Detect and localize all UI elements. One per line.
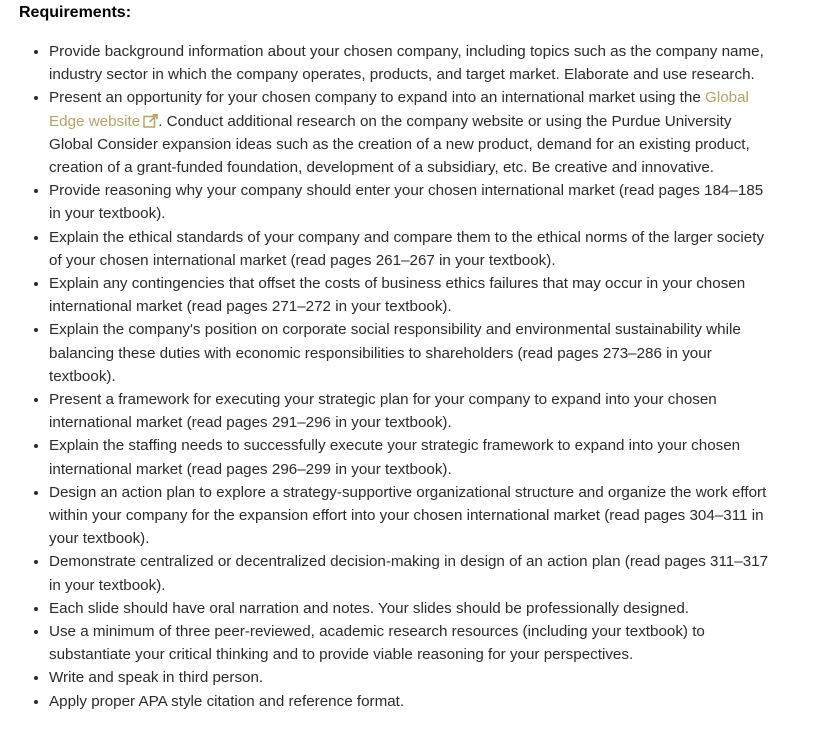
list-item: • Provide background information about your chosen company, including topics such as the company name, industry sector in which the company operates, products, and target market. Elaborate and use research. (49, 40, 779, 86)
list-item (49, 86, 779, 179)
list-item: • Explain the ethical standards of your company and compare them to the ethical norms of the larger society of your chosen international market (read pages 261–267 in your textbook). (49, 226, 779, 272)
requirements-heading: Requirements: (19, 4, 132, 21)
list-item: • Demonstrate centralized or decentralized decision-making in design of an action plan (read pages 311–317 in your textbook). (49, 550, 779, 596)
list-item: • Apply proper APA style citation and reference format. (49, 690, 779, 713)
list-item: • Write and speak in third person. (49, 666, 779, 689)
requirements-list (19, 40, 779, 713)
list-item: • Provide reasoning why your company should enter your chosen international market (read pages 184–185 in your textbook). (49, 179, 779, 225)
list-item: • Explain the company's position on corporate social responsibility and environmental sustainability while balancing these duties with economic responsibilities to shareholders (read pages 273–286 in your textbook). (49, 318, 779, 388)
list-item-text: . Conduct additional research on the company website or using the Purdue University Global Consider expansion ideas such as the creation of a new product, demand for an existing product, creation of a grant-funded foundation, development of a subsidiary, etc. Be creative and innovative. (49, 112, 750, 177)
list-item: • Explain the staffing needs to successfully execute your strategic framework to expand into your chosen international market (read pages 296–299 in your textbook). (49, 434, 779, 480)
list-item: • Each slide should have oral narration and notes. Your slides should be professionally designed. (49, 597, 779, 620)
global-edge-link-text[interactable]: Global Edge website (49, 89, 749, 130)
list-item: • Explain any contingencies that offset the costs of business ethics failures that may occur in your chosen international market (read pages 271–272 in your textbook). (49, 272, 779, 318)
list-item: • Present a framework for executing your strategic plan for your company to expand into your chosen international market (read pages 291–296 in your textbook). (49, 388, 779, 434)
list-item-text: Present an opportunity for your chosen company to expand into an international market using the (49, 89, 705, 107)
list-item: • Design an action plan to explore a strategy-supportive organizational structure and organize the work effort within your company for the expansion effort into your chosen international market (read pages 304–311 in your textbook). (49, 481, 779, 551)
list-item: • Use a minimum of three peer-reviewed, academic research resources (including your textbook) to substantiate your critical thinking and to provide viable reasoning for your perspectives. (49, 620, 779, 666)
external-link-icon[interactable] (143, 114, 158, 128)
